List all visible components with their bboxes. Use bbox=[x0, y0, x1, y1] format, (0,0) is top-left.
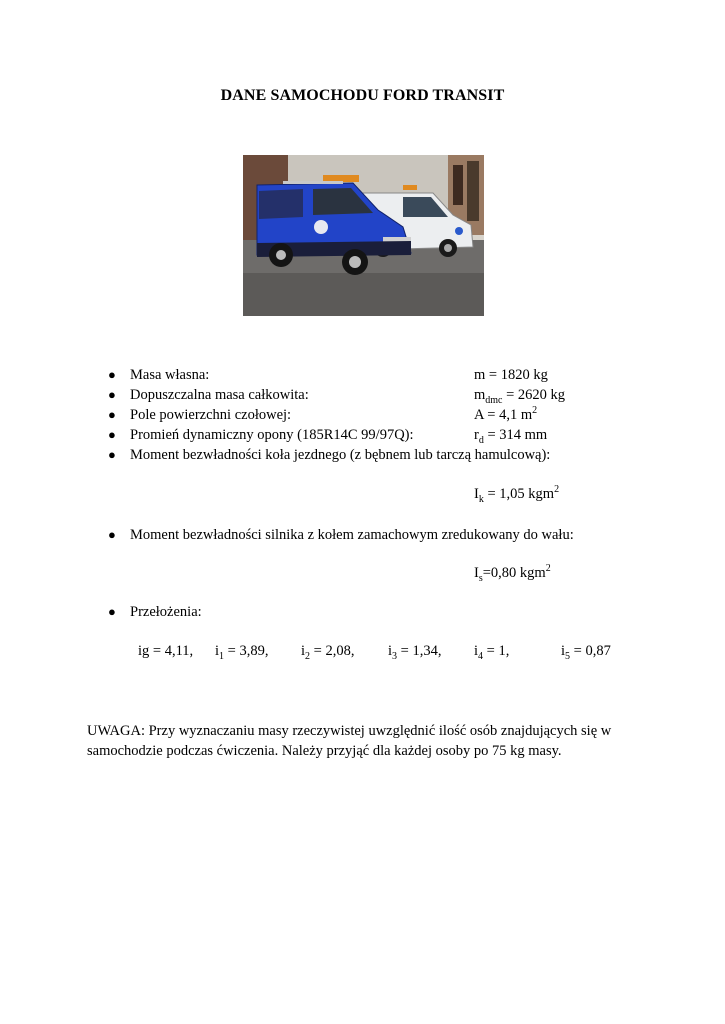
amount: = 0,87 bbox=[570, 643, 611, 659]
spec-value bbox=[474, 486, 559, 503]
bullet-icon: ● bbox=[108, 387, 116, 402]
symbol: i bbox=[388, 643, 393, 659]
spec-gears bbox=[0, 604, 725, 624]
spec-label: Dopuszczalna masa całkowita: bbox=[130, 387, 309, 403]
subscript: 2 bbox=[305, 650, 311, 662]
symbol: r bbox=[474, 427, 479, 443]
spec-label: Promień dynamiczny opony (185R14C 99/97Q): bbox=[130, 427, 414, 443]
subscript: s bbox=[478, 572, 483, 584]
subscript: 1 bbox=[219, 650, 225, 662]
amount: = 3,89, bbox=[224, 643, 269, 659]
bullet-icon: ● bbox=[108, 407, 116, 422]
gear-ratio-1 bbox=[215, 643, 268, 660]
amount: =0,80 kgm bbox=[482, 565, 546, 581]
subscript: d bbox=[478, 434, 484, 446]
spec-value bbox=[474, 427, 547, 444]
spec-value bbox=[474, 387, 565, 404]
note-paragraph: UWAGA: Przy wyznaczaniu masy rzeczywistej uwzględnić ilość osób znajdujących się w samochodzie podczas ćwiczenia. Należy przyjąć dla każdej osoby po 75 kg masy. bbox=[87, 722, 612, 759]
superscript: 2 bbox=[545, 563, 551, 575]
spec-value bbox=[474, 407, 537, 424]
gear-ratio-4 bbox=[474, 643, 509, 660]
amount: = 314 mm bbox=[483, 427, 548, 443]
bullet-icon: ● bbox=[108, 527, 116, 542]
spec-gvw bbox=[0, 387, 725, 407]
spec-value: m = 1820 kg bbox=[474, 367, 548, 383]
symbol: ig bbox=[138, 643, 150, 659]
subscript: 4 bbox=[478, 650, 484, 662]
amount: = 4,11, bbox=[149, 643, 194, 659]
van-photo-illustration bbox=[243, 155, 484, 316]
spec-label: Przełożenia: bbox=[130, 604, 202, 620]
symbol: i bbox=[215, 643, 220, 659]
symbol: i bbox=[301, 643, 306, 659]
subscript: 5 bbox=[565, 650, 571, 662]
spec-label: Pole powierzchni czołowej: bbox=[130, 407, 292, 423]
bullet-icon: ● bbox=[108, 604, 116, 619]
spec-engine-inertia-value bbox=[0, 565, 725, 585]
ford-transit-photo bbox=[243, 155, 484, 316]
spec-wheel-inertia-value bbox=[0, 486, 725, 506]
spec-label: Masa własna: bbox=[130, 367, 210, 383]
spec-label: Moment bezwładności koła jezdnego (z bębnem lub tarczą hamulcową): bbox=[130, 447, 551, 463]
subscript: k bbox=[478, 493, 484, 505]
gear-ratios bbox=[0, 643, 725, 663]
bullet-icon: ● bbox=[108, 427, 116, 442]
gear-ratio-ig bbox=[138, 643, 193, 660]
spec-label: Moment bezwładności silnika z kołem zamachowym zredukowany do wału: bbox=[130, 527, 574, 543]
page-title: DANE SAMOCHODU FORD TRANSIT bbox=[220, 87, 505, 104]
spec-radius bbox=[0, 427, 725, 447]
superscript: 2 bbox=[532, 405, 538, 417]
spec-engine-inertia bbox=[0, 527, 725, 547]
amount: = 1,05 kgm bbox=[483, 486, 555, 502]
bullet-icon: ● bbox=[108, 447, 116, 462]
symbol: I bbox=[474, 565, 479, 581]
amount: = 1,34, bbox=[397, 643, 442, 659]
symbol: m bbox=[474, 387, 486, 403]
gear-ratio-5 bbox=[561, 643, 611, 660]
spec-value bbox=[474, 565, 551, 582]
amount: A = 4,1 m bbox=[474, 407, 533, 423]
symbol: i bbox=[561, 643, 566, 659]
subscript: dmc bbox=[485, 394, 503, 406]
gear-ratio-2 bbox=[301, 643, 354, 660]
amount: = 2,08, bbox=[310, 643, 355, 659]
amount: = 1, bbox=[483, 643, 510, 659]
amount: = 2620 kg bbox=[502, 387, 566, 403]
superscript: 2 bbox=[554, 484, 560, 496]
gear-ratio-3 bbox=[388, 643, 441, 660]
subscript: 3 bbox=[392, 650, 398, 662]
spec-wheel-inertia bbox=[0, 447, 725, 467]
symbol: i bbox=[474, 643, 479, 659]
bullet-icon: ● bbox=[108, 367, 116, 382]
symbol: I bbox=[474, 486, 479, 502]
spec-mass bbox=[0, 367, 725, 387]
spec-area bbox=[0, 407, 725, 427]
